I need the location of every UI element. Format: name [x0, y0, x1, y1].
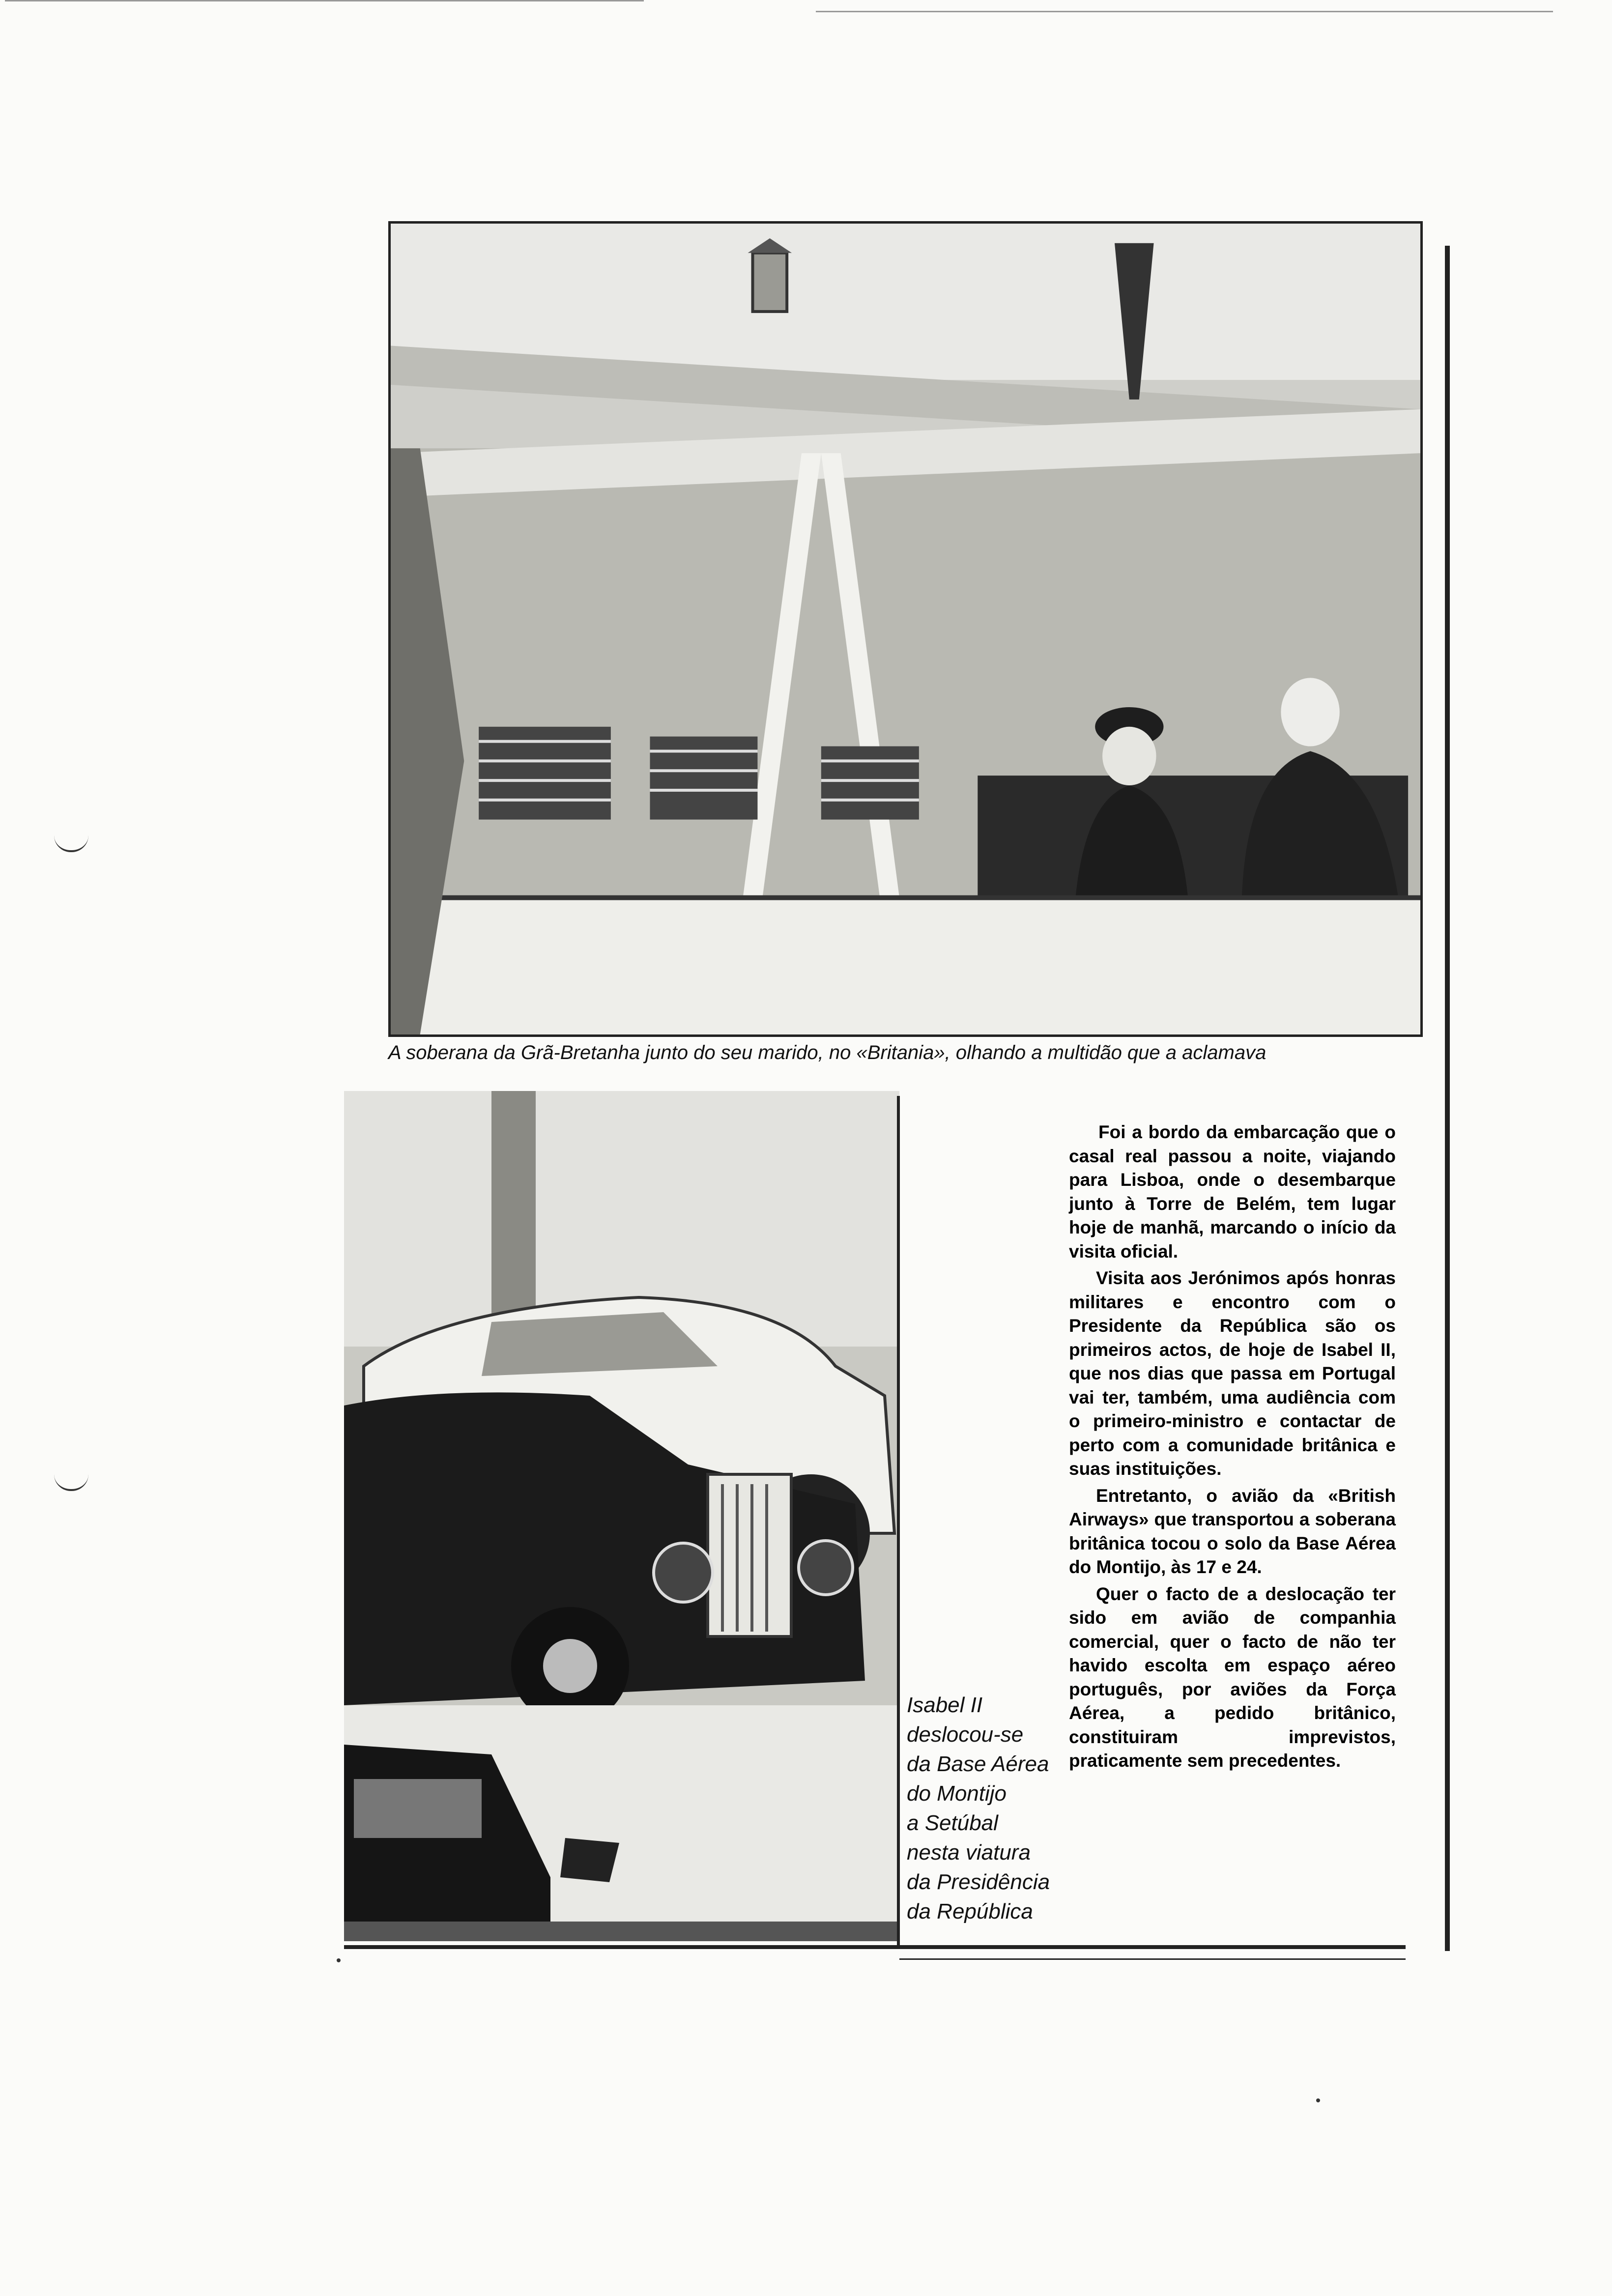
caption-line: Isabel II — [907, 1693, 983, 1717]
margin-mark-upper — [54, 835, 88, 852]
bottom-photo-caption — [907, 1691, 1074, 1926]
bottom-frame-rule — [344, 1945, 1406, 1949]
caption-line: da Presidência — [907, 1870, 1050, 1894]
right-column-rule — [1445, 246, 1450, 1951]
caption-line: a Setúbal — [907, 1811, 998, 1835]
article-paragraph: Entretanto, o avião da «British Airways» que transportou a soberana britânica tocou o solo da Base Aérea do Montijo, às 17 e 24. — [1069, 1485, 1396, 1577]
article-paragraph: Quer o facto de a deslocação ter sido em avião de companhia comercial, quer o facto de não ter havido escolta em espaço aéreo português, por aviões da Força Aérea, a pedido britânico, constituiram imprevistos, praticamente sem precedentes. — [1069, 1583, 1396, 1771]
article-body — [1069, 1120, 1396, 1776]
top-edge-line-left — [5, 0, 644, 1]
top-photo-royal-couple — [388, 221, 1423, 1037]
bottom-photo-car — [344, 1091, 899, 1941]
caption-line: deslocou-se — [907, 1722, 1024, 1747]
article-paragraph: Visita aos Jerónimos após honras militares e encontro com o Presidente da República são os primeiros actos, de hoje de Isabel II, que nos dias que passa em Portugal vai ter, também, uma audiência com o primeiro-ministro e contactar de perto com a comunidade britânica e suas instituições. — [1069, 1268, 1396, 1479]
article-paragraph: Foi a bordo da embarcação que o casal real passou a noite, viajando para Lisboa, onde o desembarque junto à Torre de Belém, tem lugar hoje de manhã, marcando o início da visita oficial. — [1069, 1122, 1396, 1262]
bottom-thin-rule — [899, 1958, 1406, 1960]
caption-line: nesta viatura — [907, 1840, 1031, 1865]
top-photo-caption: A soberana da Grã-Bretanha junto do seu marido, no «Britania», olhando a multidão que a aclamava — [388, 1042, 1267, 1063]
caption-line: da Base Aérea — [907, 1752, 1049, 1776]
margin-mark-lower — [54, 1474, 88, 1491]
scan-speck — [1316, 2098, 1320, 2102]
caption-line: do Montijo — [907, 1781, 1007, 1806]
scan-speck — [337, 1958, 341, 1962]
caption-divider-rule — [897, 1096, 900, 1946]
caption-line: da República — [907, 1899, 1033, 1923]
top-edge-line-right — [816, 11, 1553, 12]
